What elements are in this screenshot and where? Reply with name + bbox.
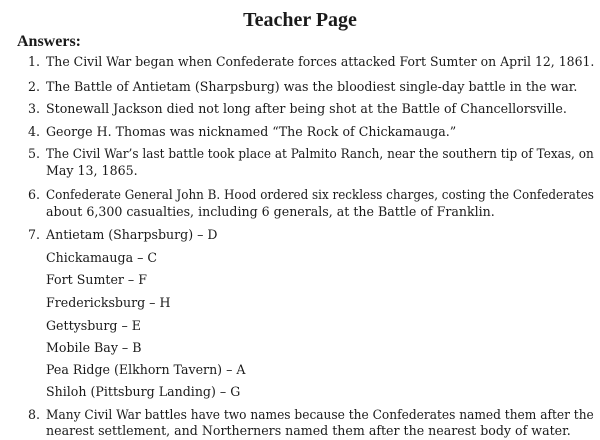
match-line: Chickamauga – C [46,250,158,265]
answer-text: about 6,300 casualties, including 6 generals, at the Battle of Franklin. [46,204,495,219]
answer-text: Many Civil War battles have two names because the Confederates named them after the [46,407,594,422]
answer-number: 7. [27,227,40,242]
answers-heading: Answers: [17,33,81,50]
answer-text: The Battle of Antietam (Sharpsburg) was the bloodiest single-day battle in the war. [46,79,578,94]
match-line: Fredericksburg – H [46,295,171,310]
match-line: Gettysburg – E [46,318,141,333]
answer-text: The Civil War’s last battle took place at Palmito Ranch, near the southern tip of Texas, on [46,146,594,161]
match-line: Mobile Bay – B [46,340,142,355]
answer-text: Stonewall Jackson died not long after being shot at the Battle of Chancellorsville. [46,101,567,116]
answer-number: 4. [27,124,40,139]
match-line: Shiloh (Pittsburg Landing) – G [46,384,241,399]
answer-text: Confederate General John B. Hood ordered six reckless charges, costing the Confederates [46,187,594,202]
answer-text: Antietam (Sharpsburg) – D [46,227,218,242]
answer-number: 6. [27,187,40,202]
answer-text: The Civil War began when Confederate forces attacked Fort Sumter on April 12, 1861. [46,54,595,69]
answer-number: 1. [27,54,40,69]
answer-text: George H. Thomas was nicknamed “The Rock of Chickamauga.” [46,124,457,139]
answer-text: May 13, 1865. [46,163,138,178]
match-line: Pea Ridge (Elkhorn Tavern) – A [46,362,246,377]
answer-number: 5. [27,146,40,161]
answer-text: nearest settlement, and Northerners named them after the nearest body of water. [46,423,571,438]
answer-number: 2. [27,79,40,94]
page-title: Teacher Page [243,9,357,31]
match-line: Fort Sumter – F [46,272,147,287]
answer-number: 8. [27,407,40,422]
answer-number: 3. [27,101,40,116]
